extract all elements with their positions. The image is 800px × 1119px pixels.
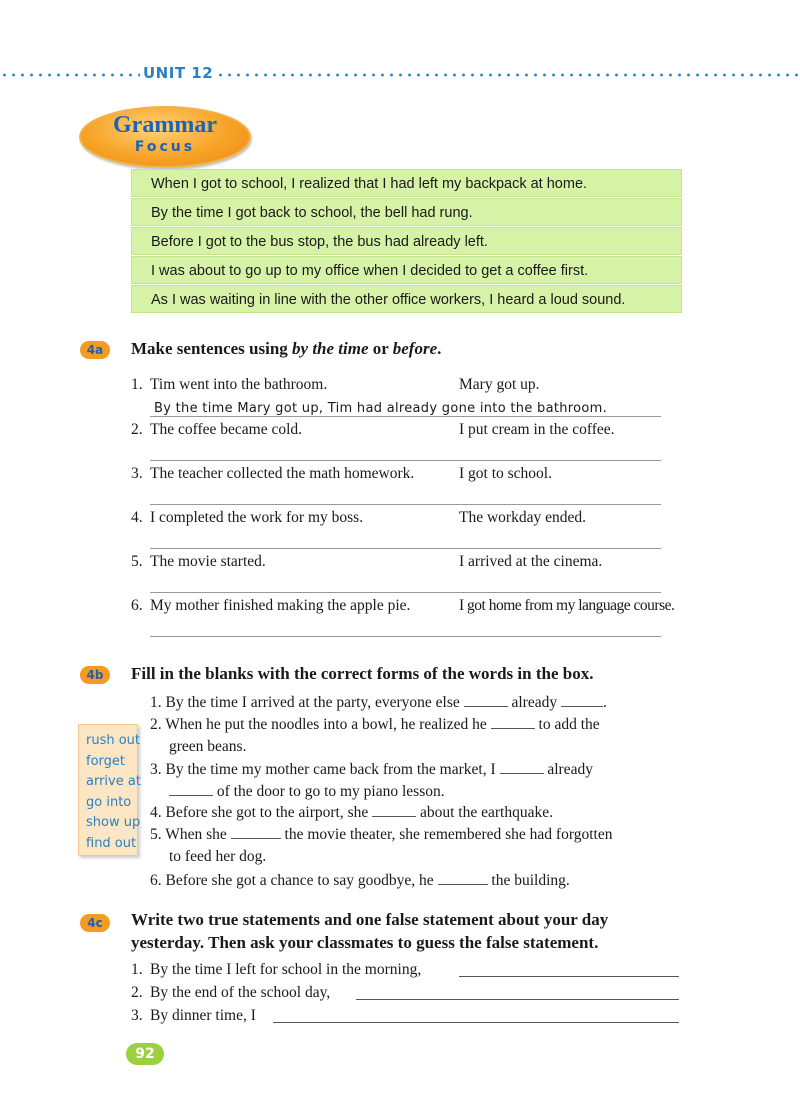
statement-prompt: By dinner time, I	[150, 1007, 256, 1024]
grammar-example: By the time I got back to school, the bell had rung.	[131, 198, 682, 226]
grammar-examples-box	[131, 169, 682, 314]
fill-item-6: 6. Before she got a chance to say goodbye, he the building.	[150, 872, 570, 889]
blank[interactable]	[491, 727, 535, 729]
word-box-item: find out	[86, 835, 137, 851]
blank[interactable]	[438, 883, 488, 885]
item-clause-left: The movie started.	[150, 553, 266, 570]
item-clause-left: The coffee became cold.	[150, 421, 303, 438]
page-number: 92	[126, 1043, 164, 1065]
item-clause-left: The teacher collected the math homework.	[150, 465, 415, 482]
word-box-item: arrive at	[86, 774, 141, 789]
item-clause-right: I put cream in the coffee.	[459, 421, 615, 438]
word-box-item: forget	[86, 753, 125, 769]
item-number: 5.	[131, 553, 143, 570]
fill-item-1: 1. By the time I arrived at the party, everyone else already .	[150, 694, 607, 711]
answer-line[interactable]	[150, 416, 661, 417]
item-number: 3.	[131, 1007, 143, 1024]
answer-line[interactable]	[150, 636, 661, 637]
unit-label: UNIT 12	[143, 64, 214, 82]
blank[interactable]	[500, 772, 544, 774]
statement-line[interactable]	[273, 1022, 679, 1023]
item-clause-left: I completed the work for my boss.	[150, 509, 364, 526]
blank[interactable]	[561, 705, 603, 707]
item-clause-left: My mother finished making the apple pie.	[150, 597, 411, 614]
blank[interactable]	[372, 815, 416, 817]
grammar-example: Before I got to the bus stop, the bus had already left.	[131, 227, 682, 255]
blank[interactable]	[464, 705, 508, 707]
fill-item-4: 4. Before she got to the airport, she about the earthquake.	[150, 804, 553, 821]
grammar-example: I was about to go up to my office when I decided to get a coffee first.	[131, 256, 682, 284]
answer-line[interactable]	[150, 592, 661, 593]
answer-line[interactable]	[150, 548, 661, 549]
exercise-4a-instruction: Make sentences using by the time or before.	[131, 339, 442, 358]
grammar-example: As I was waiting in line with the other office workers, I heard a loud sound.	[131, 285, 682, 313]
exercise-4c-instruction-line2: yesterday. Then ask your classmates to guess the false statement.	[131, 933, 599, 952]
item-clause-right: I got home from my language course.	[459, 597, 675, 614]
grammar-example: When I got to school, I realized that I had left my backpack at home.	[131, 169, 682, 197]
item-number: 4.	[131, 509, 143, 526]
item-answer: By the time Mary got up, Tim had already gone into the bathroom.	[154, 401, 608, 416]
answer-line[interactable]	[150, 504, 661, 505]
item-clause-right: The workday ended.	[459, 509, 586, 526]
word-box	[78, 724, 141, 856]
item-number: 2.	[131, 421, 143, 438]
item-number: 2.	[131, 984, 143, 1001]
item-number: 1.	[131, 376, 143, 393]
exercise-4c-badge: 4c	[80, 914, 110, 932]
item-clause-left: Tim went into the bathroom.	[150, 376, 328, 393]
statement-prompt: By the time I left for school in the morning,	[150, 961, 422, 978]
header-dots-right	[216, 73, 800, 77]
exercise-4a-badge: 4a	[80, 341, 110, 359]
blank[interactable]	[169, 794, 213, 796]
statement-prompt: By the end of the school day,	[150, 984, 331, 1001]
word-box-item: go into	[86, 794, 132, 810]
grammar-focus-badge	[79, 106, 251, 168]
statement-line[interactable]	[356, 999, 679, 1000]
item-number: 6.	[131, 597, 143, 614]
item-clause-right: Mary got up.	[459, 376, 540, 393]
grammar-focus-subtitle: Focus	[134, 139, 196, 155]
word-box-item: rush out	[86, 733, 141, 748]
fill-item-3: 3. By the time my mother came back from the market, I already	[150, 761, 593, 778]
fill-item-5: 5. When she the movie theater, she remembered she had forgotten	[150, 826, 613, 843]
item-clause-right: I arrived at the cinema.	[459, 553, 603, 570]
fill-item-2: 2. When he put the noodles into a bowl, he realized he to add the	[150, 716, 600, 733]
exercise-4b-instruction: Fill in the blanks with the correct forms of the words in the box.	[131, 664, 594, 683]
item-number: 1.	[131, 961, 143, 978]
statement-line[interactable]	[459, 976, 679, 977]
grammar-focus-title: Grammar	[113, 112, 217, 138]
fill-item-2-cont: green beans.	[169, 738, 247, 755]
item-clause-right: I got to school.	[459, 465, 552, 482]
exercise-4c-instruction-line1: Write two true statements and one false statement about your day	[131, 910, 609, 929]
fill-item-5-cont: to feed her dog.	[169, 848, 267, 865]
blank[interactable]	[231, 837, 281, 839]
answer-line[interactable]	[150, 460, 661, 461]
fill-item-3-cont: of the door to go to my piano lesson.	[169, 783, 445, 801]
item-number: 3.	[131, 465, 143, 482]
exercise-4b-badge: 4b	[80, 666, 110, 684]
header-dots-left	[0, 73, 140, 77]
word-box-item: show up	[86, 815, 141, 830]
